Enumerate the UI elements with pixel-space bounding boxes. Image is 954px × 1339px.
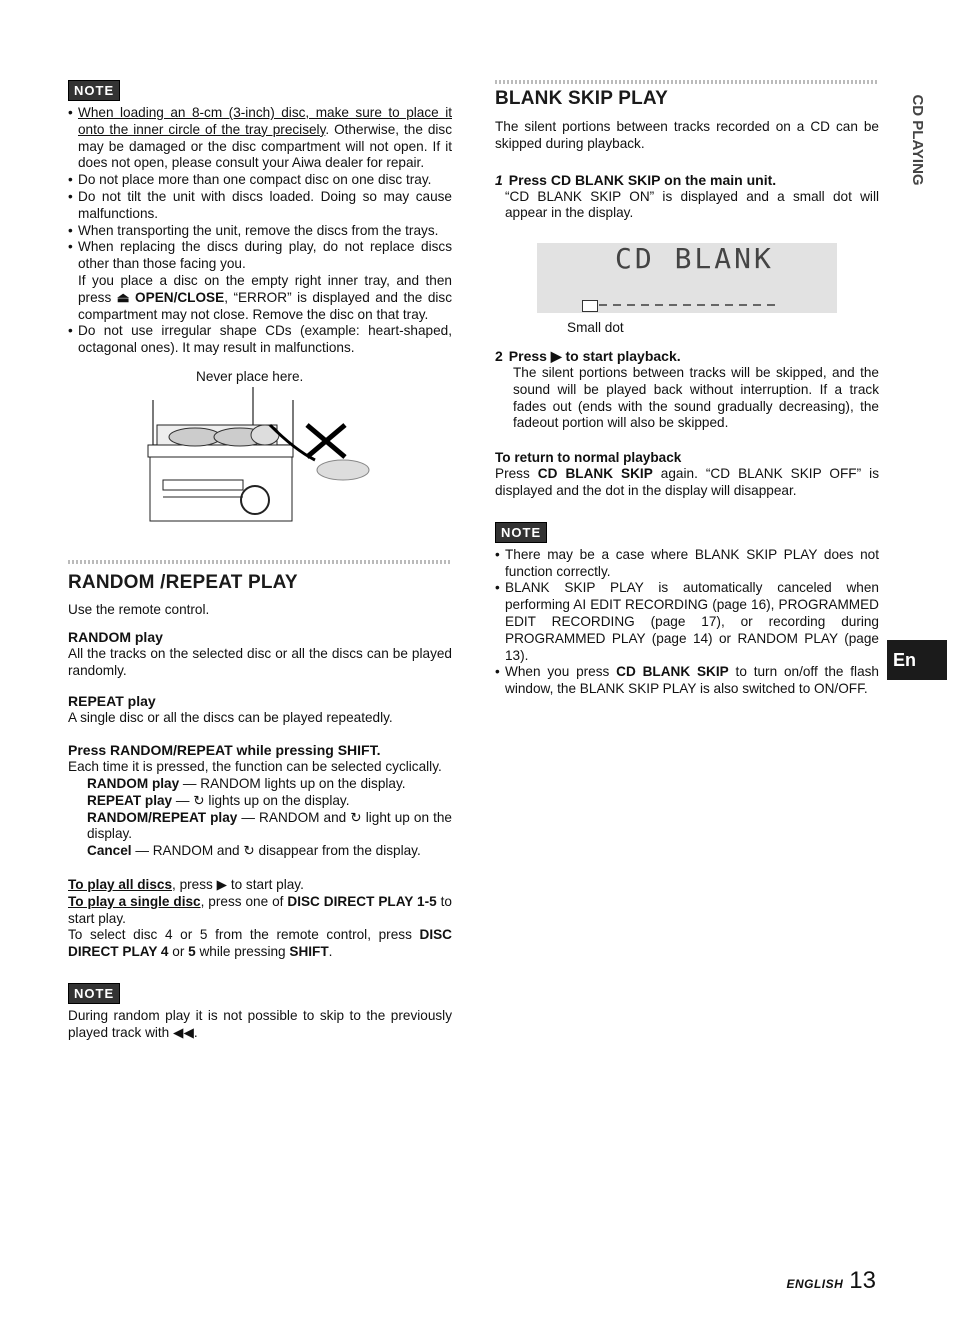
- body-text: All the tracks on the selected disc or all the discs can be played randomly.: [68, 645, 452, 678]
- list-item: • Do not use irregular shape CDs (example: heart-shaped, octagonal ones). It may result in malfunctions.: [68, 323, 452, 357]
- page-number: 13: [849, 1267, 876, 1294]
- note-list: [495, 547, 879, 698]
- section-rule: [68, 560, 452, 564]
- small-dot-indicator: [582, 300, 598, 312]
- small-dot-caption: Small dot: [567, 320, 624, 335]
- list-item: • There may be a case where BLANK SKIP PLAY does not function correctly.: [495, 547, 879, 581]
- list-item: • Do not place more than one compact disc on one disc tray.: [68, 172, 452, 189]
- language-tab: En: [887, 640, 947, 680]
- blank-skip-section: [495, 80, 879, 222]
- body-text: The silent portions between tracks recorded on a CD can be skipped during playback.: [495, 119, 879, 151]
- section-rule: [495, 80, 879, 84]
- list-item: • BLANK SKIP PLAY is automatically canceled when performing AI EDIT RECORDING (page 16), PROGRAMMED EDIT RECORDING (page 17), or recording during PROGRAMMED PLAY (page 14) or RANDOM PLAY (page 13).: [495, 580, 879, 664]
- body-text: To play all discs, press ▶ to start play.: [68, 876, 304, 892]
- note-block: [68, 983, 452, 1042]
- list-item: • When transporting the unit, remove the discs from the trays.: [68, 223, 452, 240]
- body-text: Use the remote control.: [68, 602, 210, 617]
- figure-caption: Never place here.: [196, 369, 304, 384]
- section-title: RANDOM /REPEAT PLAY: [68, 572, 298, 593]
- option-line: RANDOM play — RANDOM lights up on the display.: [87, 775, 406, 791]
- stereo-illustration: [145, 385, 375, 525]
- body-text: During random play it is not possible to skip to the previously played track with ◀◀.: [68, 1007, 452, 1040]
- list-item: • Do not tilt the unit with discs loaded. Doing so may cause malfunctions.: [68, 189, 452, 223]
- option-line: RANDOM/REPEAT play — RANDOM and ↻ light up on the display.: [87, 809, 452, 842]
- side-label: [893, 80, 927, 200]
- body-text: Press CD BLANK SKIP again. “CD BLANK SKIP OFF” is displayed and the dot in the display will disappear.: [495, 466, 879, 498]
- page-footer: [786, 1267, 876, 1294]
- display-text: CD BLANK: [615, 242, 774, 275]
- list-item: • When you press CD BLANK SKIP to turn on/off the flash window, the BLANK SKIP PLAY is also switched to ON/OFF.: [495, 664, 879, 698]
- step-heading: 1 Press CD BLANK SKIP on the main unit.: [495, 171, 777, 188]
- option-line: Cancel — RANDOM and ↻ disappear from the display.: [87, 843, 421, 859]
- blank-skip-steps: [495, 348, 879, 698]
- note-block: [495, 522, 879, 698]
- random-repeat-section: [68, 560, 452, 1042]
- body-text: To play a single disc, press one of DISC DIRECT PLAY 1-5 to start play.: [68, 893, 452, 926]
- footer-language: ENGLISH: [786, 1277, 844, 1291]
- list-item: • When replacing the discs during play, do not replace discs other than those facing you. If you place a disc on the empty right inner tray, and then press ⏏ OPEN/CLOSE, “ERROR” is displayed and the disc compartment may not close. Remove the disc on that tray.: [68, 239, 452, 323]
- subheading: REPEAT play: [68, 693, 156, 710]
- body-text: A single disc or all the discs can be played repeatedly.: [68, 710, 393, 726]
- body-text: To select disc 4 or 5 from the remote control, press DISC DIRECT PLAY 4 or 5 while pressing SHIFT.: [68, 927, 452, 960]
- subheading: RANDOM play: [68, 628, 163, 645]
- body-text: The silent portions between tracks will be skipped, and the sound will be played back without interruption. If a track fades out (ends with the sound gradually decreasing), the fadeout portion will also be skipped.: [513, 365, 879, 431]
- note-badge: NOTE: [495, 522, 547, 543]
- body-text: Each time it is pressed, the function can be selected cyclically.: [68, 759, 442, 775]
- notes-top: [68, 80, 452, 357]
- lcd-display: [537, 243, 837, 313]
- note-badge: NOTE: [68, 80, 120, 101]
- body-text: “CD BLANK SKIP ON” is displayed and a small dot will appear in the display.: [505, 188, 879, 221]
- svg-text:CD PLAYING: CD PLAYING: [909, 94, 926, 186]
- step-heading: 2 Press ▶ to start playback.: [495, 348, 681, 364]
- option-line: REPEAT play — ↻ lights up on the display.: [87, 792, 350, 808]
- subheading: To return to normal playback: [495, 450, 682, 466]
- subheading: Press RANDOM/REPEAT while pressing SHIFT.: [68, 742, 381, 759]
- note-badge: NOTE: [68, 983, 120, 1004]
- list-item: • When loading an 8-cm (3-inch) disc, make sure to place it onto the inner circle of the tray precisely. Otherwise, the disc may be damaged or the disc compartment will not open. If it does not open, please consult your Aiwa dealer for repair.: [68, 105, 452, 172]
- note-list: [68, 105, 452, 357]
- section-title: BLANK SKIP PLAY: [495, 88, 668, 109]
